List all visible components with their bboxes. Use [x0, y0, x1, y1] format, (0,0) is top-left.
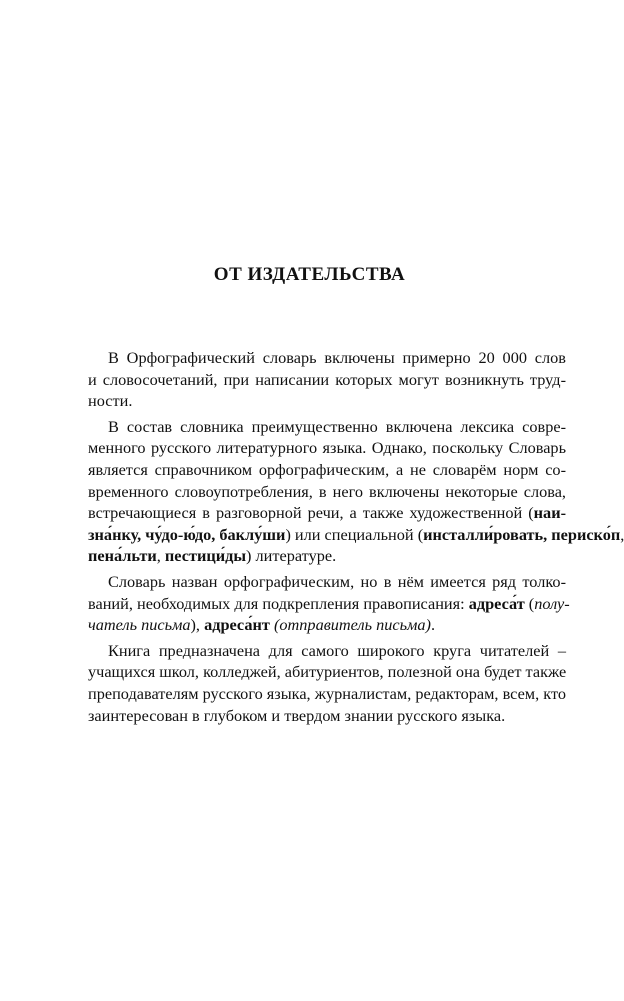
text-run: и словосочетаний, при написании которых могут возникнуть труд- [88, 369, 566, 389]
text-run: Словарь назван орфографическим, но в нём имеется ряд толко- [108, 571, 566, 591]
text-run: преподавателям русского языка, журналистам, редакторам, всем, кто [88, 683, 566, 703]
text-run: встречающиеся в разговорной речи, а также художественной ( [88, 503, 534, 523]
gloss: полу- [534, 593, 570, 613]
text-run: ваний, необходимых для подкрепления правописания: [88, 593, 469, 613]
text-run: , [156, 546, 165, 566]
text-run: временного словоупотребления, в него включены некоторые слова, [88, 481, 566, 501]
paragraph [88, 347, 566, 412]
text-run: . [430, 615, 436, 635]
text-run: , [620, 524, 624, 544]
headword: адреса́нт [204, 615, 270, 635]
preface-body [88, 347, 624, 726]
text-run: учащихся школ, колледжей, абитуриентов, полезной она будет также [88, 662, 567, 682]
paragraph [88, 640, 566, 726]
text-run: менного русского литературного языка. Однако, поскольку Словарь [88, 438, 566, 458]
text-run: ) или специальной ( [285, 524, 424, 544]
text-run: ), [190, 615, 205, 635]
gloss: (отправитель письма) [273, 615, 431, 635]
text-line [88, 524, 624, 546]
text-run: Книга предназначена для самого широкого круга читателей – [108, 640, 566, 660]
text-line [88, 683, 566, 705]
text-line [88, 347, 566, 369]
headword: адреса́т [468, 593, 525, 613]
text-line [88, 593, 570, 615]
text-run: заинтересован в глубоком и твердом знании русского языка. [88, 705, 506, 725]
headword: зна́нку, чу́до-ю́до, баклу́ши [88, 524, 286, 544]
text-line [88, 571, 566, 593]
gloss: чатель письма [88, 615, 191, 635]
text-line [88, 416, 566, 438]
text-run: ности. [88, 391, 133, 411]
page-title: ОТ ИЗДАТЕЛЬСТВА [213, 264, 406, 285]
text-line [88, 437, 566, 459]
text-run: В состав словника преимущественно включена лексика совре- [108, 416, 566, 436]
text-line [88, 705, 566, 727]
text-line [88, 661, 566, 683]
text-line [88, 390, 566, 412]
text-run: является справочником орфографическим, а не словарём норм со- [88, 459, 566, 479]
text-line [88, 502, 566, 524]
text-line [88, 459, 566, 481]
text-line [88, 545, 566, 567]
text-line [88, 369, 566, 391]
text-line [88, 481, 566, 503]
paragraph [88, 571, 570, 636]
headword: пестици́ды [164, 546, 247, 566]
headword: наи- [533, 503, 566, 523]
text-run: ( [524, 593, 535, 613]
paragraph [88, 416, 624, 567]
text-run: В Орфографический словарь включены примерно 20 000 слов [108, 348, 566, 367]
text-line [88, 614, 566, 636]
text-run: ) литературе. [246, 546, 337, 566]
headword: пена́льти [88, 546, 157, 566]
headword: инсталли́ровать, периско́п [423, 524, 621, 544]
text-line [88, 640, 566, 662]
